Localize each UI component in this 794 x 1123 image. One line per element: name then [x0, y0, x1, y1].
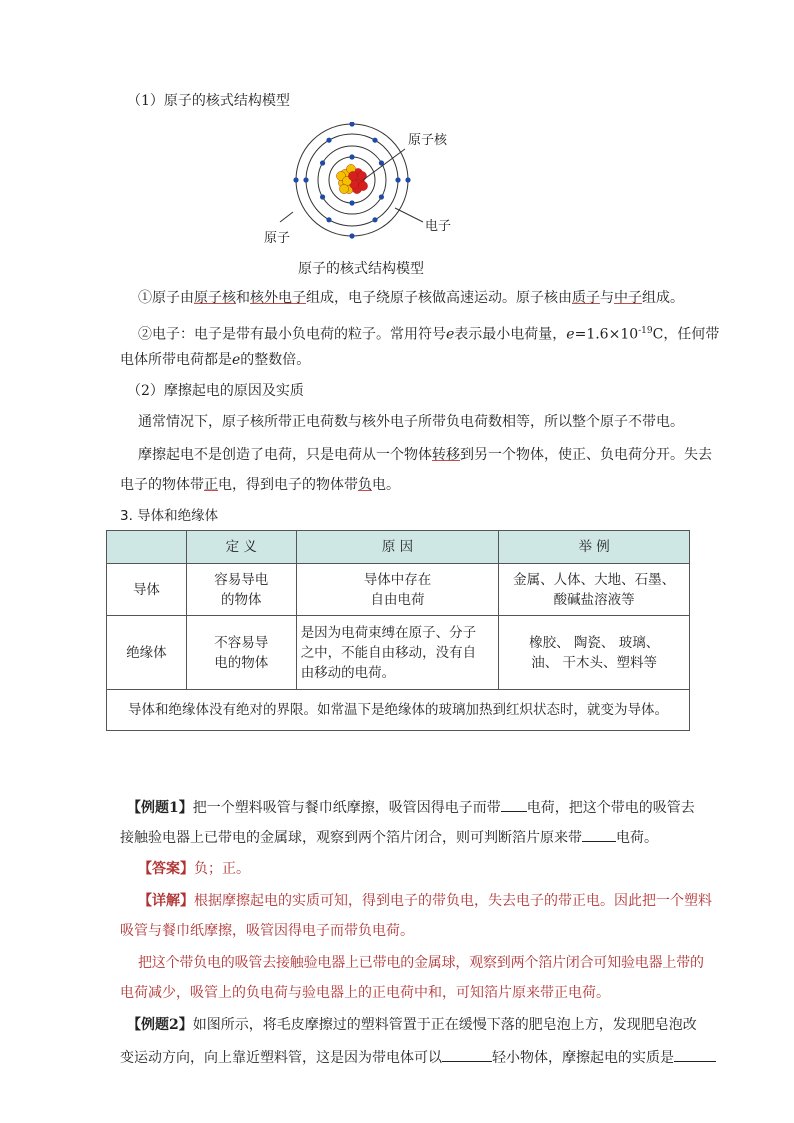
electron-dot: [293, 177, 298, 182]
nucleon: [358, 181, 367, 190]
table-cell: 容易导电 的物体: [186, 564, 296, 616]
electron-dot: [326, 138, 331, 143]
table-header-cell: [107, 531, 187, 564]
electron-dot: [349, 122, 354, 127]
electron-dot: [320, 194, 325, 199]
table-header-cell: 定 义: [186, 531, 296, 564]
nucleus: [336, 164, 367, 193]
electron-dot: [349, 154, 354, 159]
answer-blank[interactable]: [501, 797, 527, 812]
detail-line3: 把这个带负电的吸管去接触验电器上已带电的金属球，观察到两个箔片闭合可知验电器上带的: [138, 955, 704, 971]
electron-dot: [349, 233, 354, 238]
section-heading-2: （2）摩擦起电的原因及实质: [127, 383, 304, 399]
example2-line2: 变运动方向，向上靠近塑料管，这是因为带电体可以 轻小物体，摩擦起电的实质是: [120, 1047, 716, 1068]
label-electron: 电子: [425, 219, 452, 234]
electron-dot: [349, 200, 354, 205]
answer-line: 【答案】负；正。: [138, 861, 250, 877]
table-note-row: [107, 690, 690, 731]
label-nucleus: 原子核: [408, 133, 448, 148]
table-cell: 是因为电荷束缚在原子、分子 之中，不能自由移动，没有自 由移动的电荷。: [296, 616, 499, 690]
paragraph-electron-line2: 电体所带电荷都是e的整数倍。: [120, 352, 311, 368]
figure-caption: 原子的核式结构模型: [298, 261, 424, 277]
detail-line2: 吸管与餐巾纸摩擦，吸管因得电子而带负电荷。: [120, 923, 414, 939]
table-cell: 金属、人体、大地、石墨、 酸碱盐溶液等: [499, 564, 690, 616]
electron-dot: [326, 217, 331, 222]
electron-dot: [372, 217, 377, 222]
paragraph-friction-line2: 电子的物体带正电，得到电子的物体带负电。: [120, 477, 400, 493]
electron-dot: [395, 177, 400, 182]
paragraph-electron-line1: ②电子：电子是带有最小负电荷的粒子。常用符号e表示最小电荷量，$e=1.6\times 10^{-19}C$，任何带: [138, 326, 720, 343]
answer-blank[interactable]: [582, 827, 616, 842]
table-cell: 导体: [107, 564, 187, 616]
electron-dot: [320, 160, 325, 165]
table-cell: 绝缘体: [107, 616, 187, 690]
paragraph-friction-line1: 摩擦起电不是创造了电荷，只是电荷从一个物体转移到另一个物体，使正、负电荷分开。失去: [138, 447, 712, 463]
nucleon: [339, 184, 348, 193]
conductor-insulator-table: [106, 530, 690, 731]
table-header-row: [107, 531, 690, 564]
table-cell: 导体中存在 自由电荷: [296, 564, 499, 616]
table-row: [107, 616, 690, 690]
section-heading-3: 3. 导体和绝缘体: [120, 508, 219, 524]
paragraph-neutral-atom: 通常情况下，原子核所带正电荷数与核外电子所带负电荷数相等，所以整个原子不带电。: [138, 414, 684, 430]
detail-line4: 电荷减少，吸管上的负电荷与验电器上的正电荷中和，可知箔片原来带正电荷。: [120, 985, 610, 1001]
section-heading-1: （1）原子的核式结构模型: [127, 93, 290, 109]
table-note: 导体和绝缘体没有绝对的界限。如常温下是绝缘体的玻璃加热到红炽状态时，就变为导体。: [107, 690, 690, 731]
nucleon: [348, 171, 357, 180]
nucleon: [357, 171, 366, 180]
electron-dot: [303, 177, 308, 182]
example1-line2: 接触验电器上已带电的金属球，观察到两个箔片闭合，则可判断箔片原来带 电荷。: [120, 827, 658, 848]
table-cell: 橡胶、 陶瓷、 玻璃、 油、 干木头、塑料等: [499, 616, 690, 690]
table-cell: 不容易导 电的物体: [186, 616, 296, 690]
detail-line1: 【详解】根据摩擦起电的实质可知，得到电子的带负电，失去电子的带正电。因此把一个塑料: [138, 893, 712, 909]
electron-dot: [379, 194, 384, 199]
paragraph-atom-composition: ①原子由原子核和核外电子组成，电子绕原子核做高速运动。原子核由质子与中子组成。: [138, 290, 684, 306]
electron-dot: [405, 177, 410, 182]
table-row: [107, 564, 690, 616]
example2-line1: 【例题2】如图所示，将毛皮摩擦过的塑料管置于正在缓慢下落的肥皂泡上方，发现肥皂泡改: [127, 1017, 697, 1033]
example1-line1: 【例题1】把一个塑料吸管与餐巾纸摩擦，吸管因得电子而带 电荷，把这个带电的吸管去: [127, 797, 695, 818]
answer-blank[interactable]: [442, 1047, 492, 1062]
label-atom: 原子: [264, 231, 291, 246]
table-header-cell: 举 例: [499, 531, 690, 564]
answer-blank[interactable]: [674, 1047, 716, 1062]
table-header-cell: 原 因: [296, 531, 499, 564]
electron-dot: [372, 138, 377, 143]
